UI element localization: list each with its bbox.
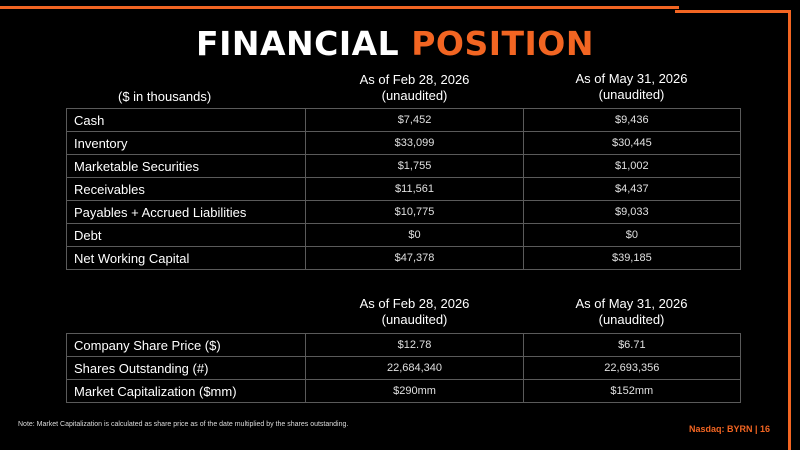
may-value: $4,437 [523, 178, 740, 201]
may-value: $9,436 [523, 109, 740, 132]
row-label: Debt [67, 224, 306, 247]
table-row [67, 224, 741, 247]
table2-col2-sub: (unaudited) [598, 312, 665, 327]
table-row [67, 178, 741, 201]
table2-col1-date: As of Feb 28, 2026 [359, 296, 470, 311]
page-title [0, 24, 790, 63]
table1-col1-date: As of Feb 28, 2026 [359, 72, 470, 87]
feb-value: $10,775 [306, 201, 523, 224]
feb-value: $11,561 [306, 178, 523, 201]
table2-col2-header [524, 296, 739, 328]
table2-col1-header [307, 296, 522, 328]
title-part1: FINANCIAL [196, 24, 400, 63]
orange-frame-right [788, 10, 791, 450]
table1-col2-sub: (unaudited) [598, 87, 665, 102]
row-label: Shares Outstanding (#) [67, 357, 306, 380]
may-value: $6.71 [523, 334, 740, 357]
table-row [67, 247, 741, 270]
financial-position-table [66, 108, 741, 270]
may-value: $1,002 [523, 155, 740, 178]
table1-col1-header [307, 72, 522, 104]
may-value: 22,693,356 [523, 357, 740, 380]
footnote: Note: Market Capitalization is calculated as share price as of the date multiplied by the shares outstanding. [18, 421, 349, 428]
row-label: Receivables [67, 178, 306, 201]
table-row [67, 334, 741, 357]
feb-value: $290mm [306, 380, 523, 403]
feb-value: $12.78 [306, 334, 523, 357]
may-value: $152mm [523, 380, 740, 403]
row-label: Market Capitalization ($mm) [67, 380, 306, 403]
row-label: Marketable Securities [67, 155, 306, 178]
row-label: Inventory [67, 132, 306, 155]
table-row [67, 380, 741, 403]
feb-value: $7,452 [306, 109, 523, 132]
market-cap-table [66, 333, 741, 403]
orange-frame-top [0, 6, 679, 9]
feb-value: $0 [306, 224, 523, 247]
may-value: $39,185 [523, 247, 740, 270]
units-label: ($ in thousands) [118, 89, 212, 104]
feb-value: $47,378 [306, 247, 523, 270]
page-footer: Nasdaq: BYRN | 16 [688, 424, 770, 434]
table-row [67, 109, 741, 132]
table-row [67, 132, 741, 155]
table2-col1-sub: (unaudited) [381, 312, 448, 327]
may-value: $30,445 [523, 132, 740, 155]
feb-value: 22,684,340 [306, 357, 523, 380]
table2-col2-date: As of May 31, 2026 [575, 296, 688, 311]
row-label: Cash [67, 109, 306, 132]
table1-col2-header [524, 71, 739, 103]
table-row [67, 201, 741, 224]
table-row [67, 155, 741, 178]
may-value: $0 [523, 224, 740, 247]
table-row [67, 357, 741, 380]
feb-value: $1,755 [306, 155, 523, 178]
table1-col2-date: As of May 31, 2026 [575, 71, 688, 86]
may-value: $9,033 [523, 201, 740, 224]
title-part2: POSITION [411, 24, 594, 63]
row-label: Payables + Accrued Liabilities [67, 201, 306, 224]
feb-value: $33,099 [306, 132, 523, 155]
row-label: Net Working Capital [67, 247, 306, 270]
table1-col1-sub: (unaudited) [381, 88, 448, 103]
orange-frame-top-right [675, 10, 790, 13]
row-label: Company Share Price ($) [67, 334, 306, 357]
